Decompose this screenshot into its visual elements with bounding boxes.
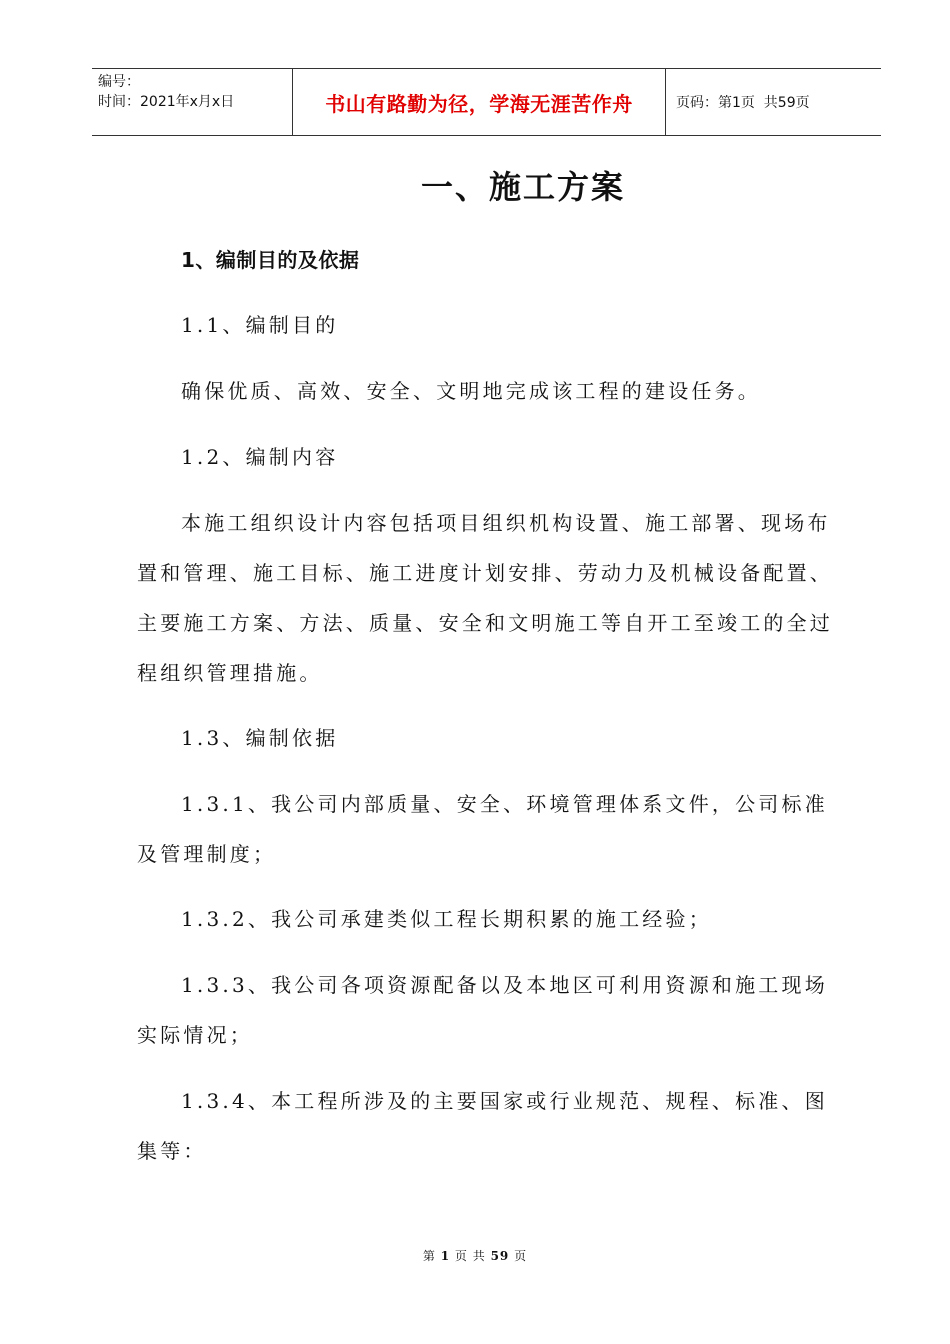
footer-total-pages: 59 <box>490 1249 510 1263</box>
footer-prefix: 第 <box>422 1249 436 1263</box>
paragraph-1-3-2: 1.3.2、我公司承建类似工程长期积累的施工经验； <box>181 907 712 931</box>
serial-label: 编号： <box>98 74 140 90</box>
paragraph-1-2: 本施工组织设计内容包括项目组织机构设置、施工部署、现场布置和管理、施工目标、施工进度计划安排、劳动力及机械设备配置、主要施工方案、方法、质量、安全和文明施工等自开工至竣工的全过程组织管理措施。 <box>137 511 833 685</box>
page-header <box>92 68 881 136</box>
header-meta <box>92 69 293 135</box>
page-info-text: 页码：第1页 共59页 <box>676 95 810 111</box>
header-page-info <box>666 69 881 135</box>
paragraph-1-3-3: 1.3.3、我公司各项资源配备以及本地区可利用资源和施工现场实际情况； <box>137 973 828 1047</box>
paragraph-1-3-4: 1.3.4、本工程所涉及的主要国家或行业规范、规程、标准、图集等： <box>137 1089 828 1163</box>
footer-suffix: 页 <box>514 1249 528 1263</box>
footer-page-number: 1 <box>440 1249 451 1263</box>
header-motto: 书山有路勤为径，学海无涯苦作舟 <box>293 69 666 135</box>
section-heading-1: 1、编制目的及依据 <box>181 248 360 272</box>
paragraph-1-1: 确保优质、高效、安全、文明地完成该工程的建设任务。 <box>181 379 761 403</box>
paragraph-1-3-1: 1.3.1、我公司内部质量、安全、环境管理体系文件，公司标准及管理制度； <box>137 792 828 866</box>
section-heading-1-2: 1.2、编制内容 <box>181 445 339 469</box>
section-heading-1-1: 1.1、编制目的 <box>181 313 339 337</box>
page-footer <box>0 1247 950 1264</box>
document-title: 一、施工方案 <box>420 168 625 206</box>
footer-middle: 页 共 <box>454 1249 486 1263</box>
section-heading-1-3: 1.3、编制依据 <box>181 726 339 750</box>
time-label: 时间：2021年x月x日 <box>98 94 235 110</box>
